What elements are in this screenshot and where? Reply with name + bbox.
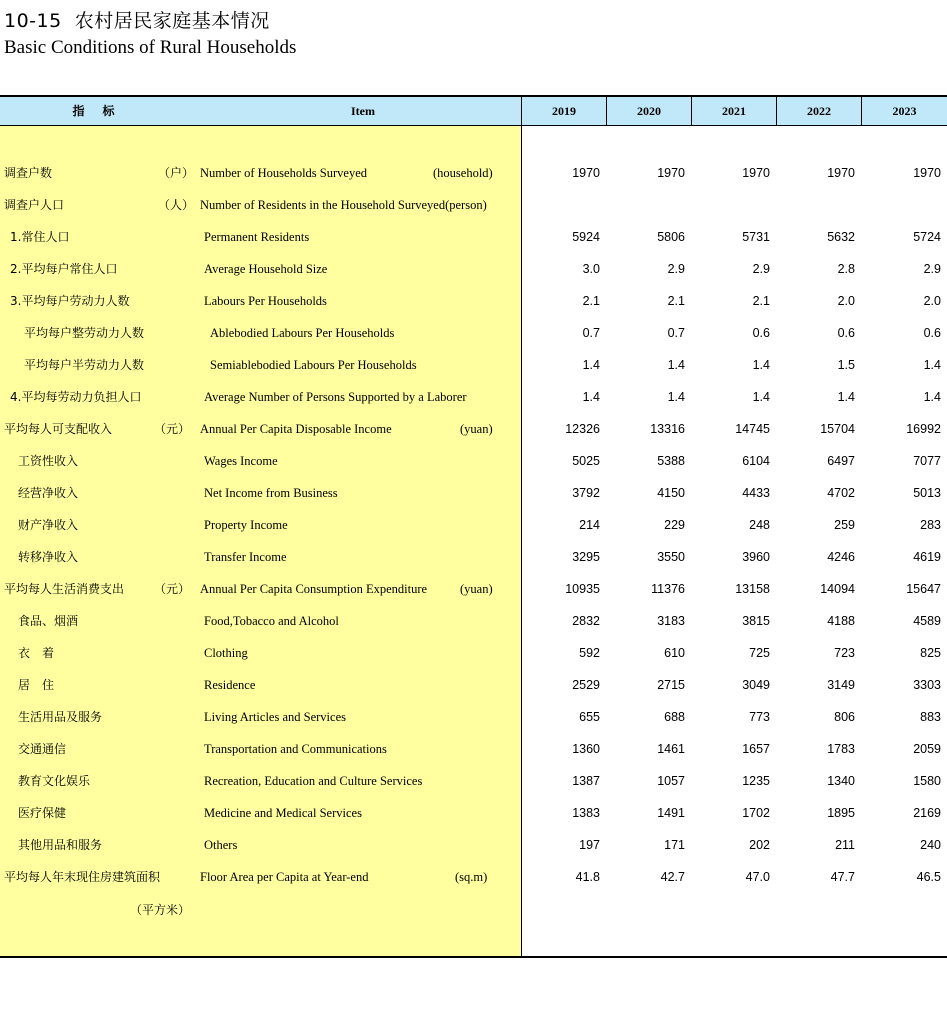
row-value: 14094 [820, 582, 855, 596]
row-value: 5724 [913, 230, 941, 244]
row-label-cn: 平均每人年末现住房建筑面积 [4, 870, 161, 884]
row-value: 1783 [827, 742, 855, 756]
row-value: 2059 [913, 742, 941, 756]
header-year: 2022 [807, 104, 831, 118]
row-value: 5924 [572, 230, 600, 244]
row-value [871, 189, 941, 221]
row-value [785, 189, 855, 221]
row-value: 1970 [657, 166, 685, 180]
row-unit-cn: （元） [154, 582, 191, 596]
row-value: 1895 [827, 806, 855, 820]
row-value: 229 [664, 518, 685, 532]
table-row [0, 477, 947, 509]
table-row [0, 157, 947, 189]
row-value: 4589 [913, 614, 941, 628]
row-label-en: Living Articles and Services [204, 710, 346, 724]
row-value: 2715 [657, 678, 685, 692]
row-label-cn: 转移净收入 [18, 550, 79, 564]
table-title-cn: 10-15 农村居民家庭基本情况 [4, 10, 270, 32]
row-value: 46.5 [916, 870, 941, 884]
row-value: 2.1 [667, 294, 685, 308]
row-value: 42.7 [660, 870, 685, 884]
row-value: 1970 [572, 166, 600, 180]
row-value: 1970 [827, 166, 855, 180]
row-value: 3149 [827, 678, 855, 692]
row-value: 12326 [565, 422, 600, 436]
row-value: 1.4 [752, 358, 770, 372]
row-unit-en: (household) [433, 166, 493, 180]
row-label-cn: 财产净收入 [18, 518, 79, 532]
row-unit-en: (sq.m) [455, 870, 488, 884]
row-value: 592 [579, 646, 600, 660]
row-value: 4619 [913, 550, 941, 564]
row-value: 5013 [913, 486, 941, 500]
row-value: 3303 [913, 678, 941, 692]
header-year: 2019 [552, 104, 576, 118]
row-value: 16992 [906, 422, 941, 436]
table-row [0, 797, 947, 829]
row-value: 2832 [572, 614, 600, 628]
row-label-en: Permanent Residents [204, 230, 310, 244]
row-value: 655 [579, 710, 600, 724]
row-value: 806 [834, 710, 855, 724]
row-value: 4150 [657, 486, 685, 500]
row-label-en: Average Household Size [204, 262, 328, 276]
row-label-cn: 平均每人生活消费支出 [4, 582, 125, 596]
row-value: 15704 [820, 422, 855, 436]
row-value: 2169 [913, 806, 941, 820]
table-bottom-rule [0, 956, 947, 958]
row-value: 0.6 [752, 326, 770, 340]
row-value: 3049 [742, 678, 770, 692]
table-row [0, 765, 947, 797]
row-value: 0.6 [837, 326, 855, 340]
row-value: 7077 [913, 454, 941, 468]
row-value: 1580 [913, 774, 941, 788]
row-value: 5025 [572, 454, 600, 468]
row-value: 11376 [651, 582, 685, 596]
row-label-cn: 衣 着 [18, 646, 55, 660]
row-value: 3960 [742, 550, 770, 564]
row-label-cn: 其他用品和服务 [18, 838, 103, 852]
row-value: 2.1 [582, 294, 600, 308]
row-value: 14745 [735, 422, 770, 436]
row-unit-cn: （元） [154, 422, 191, 436]
table-row [0, 637, 947, 669]
row-value: 1.5 [837, 358, 855, 372]
row-value: 259 [834, 518, 855, 532]
row-value: 0.7 [667, 326, 685, 340]
row-label-cn: 生活用品及服务 [18, 710, 103, 724]
row-label-en: Transportation and Communications [204, 742, 387, 756]
table-title-en: Basic Conditions of Rural Households [4, 37, 297, 58]
table-row [0, 349, 947, 381]
table-row [0, 221, 947, 253]
row-unit-en: (yuan) [460, 582, 493, 596]
row-value: 1657 [742, 742, 770, 756]
row-value: 1970 [913, 166, 941, 180]
row-value: 5806 [657, 230, 685, 244]
row-value: 13316 [650, 422, 685, 436]
row-value: 5731 [742, 230, 770, 244]
row-value: 197 [579, 838, 600, 852]
row-value: 773 [749, 710, 770, 724]
row-value: 1057 [657, 774, 685, 788]
row-label-en: Number of Households Surveyed [200, 166, 367, 180]
row-value: 1.4 [667, 390, 685, 404]
row-value: 10935 [565, 582, 600, 596]
table-row [0, 701, 947, 733]
row-label-en: Semiablebodied Labours Per Households [210, 358, 417, 372]
floor-area-unit-cn: （平方米） [130, 903, 191, 917]
row-value: 240 [920, 838, 941, 852]
row-label-cn: 经营净收入 [18, 486, 79, 500]
row-label-en: Net Income from Business [204, 486, 338, 500]
table-row [0, 381, 947, 413]
header-year: 2020 [637, 104, 661, 118]
row-value: 723 [834, 646, 855, 660]
table-row [0, 253, 947, 285]
row-value: 47.0 [745, 870, 770, 884]
row-value: 3295 [572, 550, 600, 564]
row-label-cn: 平均每户半劳动力人数 [24, 358, 145, 372]
row-value: 2.9 [667, 262, 685, 276]
table-row [0, 669, 947, 701]
row-label-en: Property Income [204, 518, 288, 532]
row-value: 1491 [657, 806, 685, 820]
row-value: 202 [749, 838, 770, 852]
row-label-en: Food,Tobacco and Alcohol [204, 614, 339, 628]
row-label-en: Ablebodied Labours Per Households [210, 326, 395, 340]
row-value: 47.7 [830, 870, 855, 884]
table-row [0, 189, 947, 221]
row-label-en: Annual Per Capita Consumption Expenditure [200, 582, 428, 596]
row-unit-en: (yuan) [460, 422, 493, 436]
table-row [0, 413, 947, 445]
row-value: 1235 [742, 774, 770, 788]
header-year: 2021 [722, 104, 746, 118]
row-label-cn: 食品、烟酒 [18, 614, 79, 628]
row-value: 2.8 [837, 262, 855, 276]
row-unit-cn: （户） [158, 166, 195, 180]
row-value: 2.9 [923, 262, 941, 276]
table-header [0, 95, 947, 126]
row-label-en: Clothing [204, 646, 248, 660]
table-row [0, 445, 947, 477]
row-label-cn: 调查户数 [4, 166, 53, 180]
header-item: Item [351, 104, 375, 118]
row-value: 4246 [827, 550, 855, 564]
row-value: 214 [579, 518, 600, 532]
row-label-cn: 调查户人口 [4, 198, 65, 212]
row-label-cn: 居 住 [18, 678, 55, 692]
row-value: 2.0 [837, 294, 855, 308]
row-value: 4702 [827, 486, 855, 500]
row-value: 3.0 [582, 262, 600, 276]
row-value: 5632 [827, 230, 855, 244]
row-unit-cn: （人） [158, 198, 195, 212]
table-row [0, 285, 947, 317]
row-value [615, 189, 685, 221]
row-value: 3815 [742, 614, 770, 628]
row-label-en: Average Number of Persons Supported by a Laborer [204, 390, 467, 404]
table-row [0, 573, 947, 605]
row-value: 2.9 [752, 262, 770, 276]
table-row [0, 605, 947, 637]
row-value: 1.4 [923, 358, 941, 372]
row-value: 1.4 [582, 390, 600, 404]
table-row [0, 861, 947, 893]
row-label-cn: 平均每人可支配收入 [4, 422, 113, 436]
row-value: 2.1 [752, 294, 770, 308]
row-value: 1.4 [837, 390, 855, 404]
table-row [0, 541, 947, 573]
row-value: 1.4 [582, 358, 600, 372]
row-label-en: Labours Per Households [204, 294, 327, 308]
row-value: 15647 [906, 582, 941, 596]
header-indicator: 指标 [72, 104, 133, 118]
row-value: 5388 [657, 454, 685, 468]
row-value: 6497 [827, 454, 855, 468]
row-value: 1461 [657, 742, 685, 756]
row-value: 825 [920, 646, 941, 660]
row-value: 3792 [572, 486, 600, 500]
row-value [530, 189, 600, 221]
row-value: 0.6 [923, 326, 941, 340]
row-label-en: Residence [204, 678, 256, 692]
row-label-en: Number of Residents in the Household Surveyed(person) [200, 198, 487, 212]
row-value: 1970 [742, 166, 770, 180]
row-value: 1387 [572, 774, 600, 788]
row-value: 4188 [827, 614, 855, 628]
table-row [0, 733, 947, 765]
row-label-en: Wages Income [204, 454, 278, 468]
row-value: 2529 [572, 678, 600, 692]
row-label-cn: 3.平均每户劳动力人数 [10, 294, 130, 308]
row-value: 1360 [572, 742, 600, 756]
row-label-en: Medicine and Medical Services [204, 806, 362, 820]
row-value: 1.4 [667, 358, 685, 372]
row-label-en: Transfer Income [204, 550, 287, 564]
row-value: 2.0 [923, 294, 941, 308]
row-value: 283 [920, 518, 941, 532]
row-label-cn: 工资性收入 [18, 454, 79, 468]
row-value [700, 189, 770, 221]
row-label-cn: 1.常住人口 [10, 230, 70, 244]
row-value: 248 [749, 518, 770, 532]
row-value: 3550 [657, 550, 685, 564]
row-value: 4433 [742, 486, 770, 500]
row-label-en: Annual Per Capita Disposable Income [200, 422, 392, 436]
row-label-cn: 教育文化娱乐 [18, 774, 91, 788]
row-value: 6104 [742, 454, 770, 468]
header-year: 2023 [892, 104, 917, 118]
table-row [0, 317, 947, 349]
row-value: 0.7 [582, 326, 600, 340]
row-value: 688 [664, 710, 685, 724]
row-label-cn: 4.平均每劳动力负担人口 [10, 390, 142, 404]
row-value: 1.4 [923, 390, 941, 404]
row-value: 1.4 [752, 390, 770, 404]
row-value: 13158 [735, 582, 770, 596]
row-label-en: Others [204, 838, 238, 852]
row-label-en: Floor Area per Capita at Year-end [200, 870, 369, 884]
row-label-cn: 交通通信 [18, 742, 67, 756]
row-value: 211 [835, 838, 855, 852]
row-label-cn: 平均每户整劳动力人数 [24, 326, 145, 340]
row-label-cn: 2.平均每户常住人口 [10, 262, 118, 276]
row-label-en: Recreation, Education and Culture Services [204, 774, 423, 788]
row-value: 3183 [657, 614, 685, 628]
row-value: 883 [920, 710, 941, 724]
row-value: 1702 [742, 806, 770, 820]
table-row [0, 829, 947, 861]
row-value: 171 [664, 838, 685, 852]
row-value: 41.8 [575, 870, 600, 884]
row-label-cn: 医疗保健 [18, 806, 67, 820]
table-row [0, 509, 947, 541]
row-value: 610 [664, 646, 685, 660]
row-value: 1340 [827, 774, 855, 788]
row-value: 1383 [572, 806, 600, 820]
row-value: 725 [749, 646, 770, 660]
